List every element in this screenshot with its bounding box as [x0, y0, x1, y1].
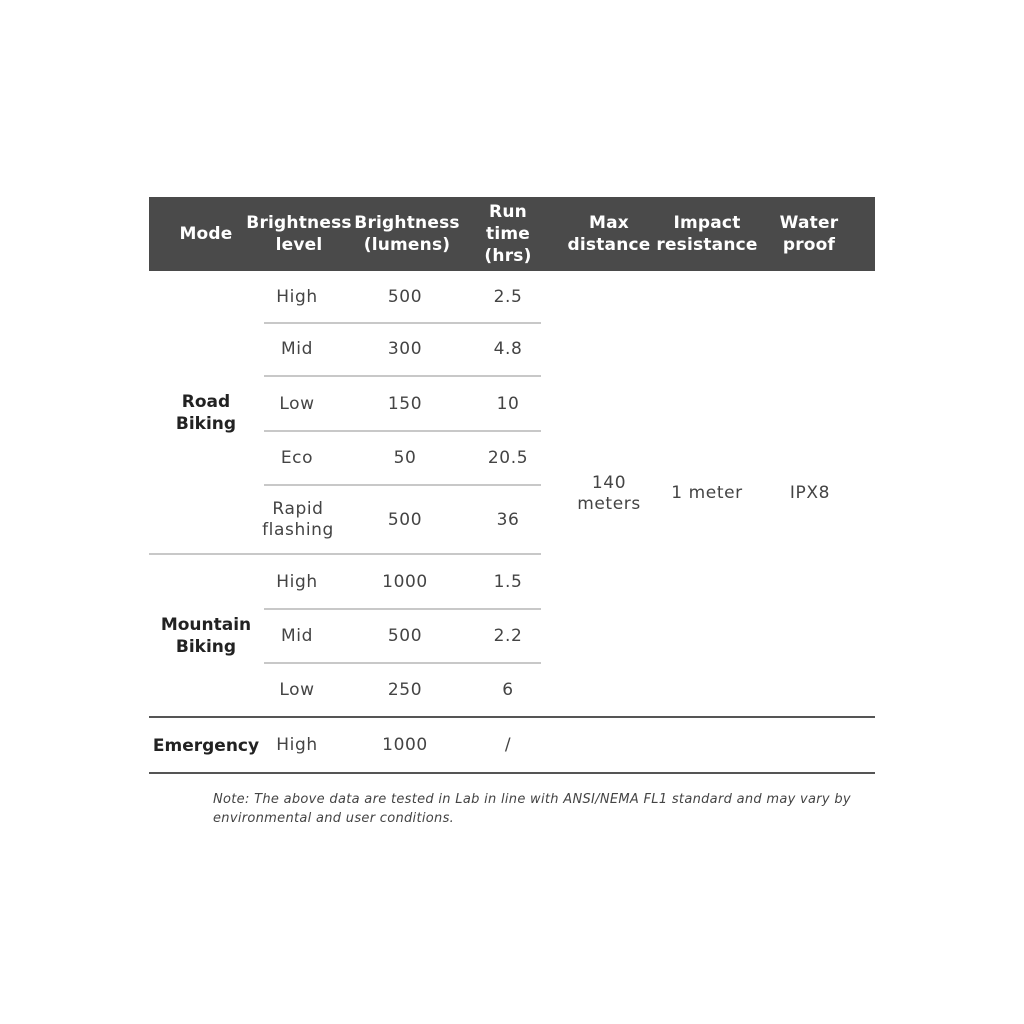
road-runtime-rapid-flashing: 36	[496, 509, 520, 530]
group-divider	[149, 553, 541, 555]
shared-impact-resistance: 1 meter	[671, 483, 743, 503]
road-lumens-mid: 300	[387, 339, 423, 359]
mtb-runtime-mid: 2.2	[493, 626, 523, 646]
road-level-mid: Mid	[281, 339, 313, 359]
mtb-level-high: High	[276, 572, 318, 592]
header-mode: Mode	[179, 224, 233, 244]
road-lumens-eco: 50	[393, 448, 417, 468]
mtb-runtime-low: 6	[502, 679, 514, 700]
road-lumens-high: 500	[387, 286, 423, 307]
emergency-runtime-high: /	[504, 735, 512, 755]
mtb-lumens-mid: 500	[387, 626, 423, 646]
road-level-rapid-flashing: Rapid flashing	[262, 499, 334, 540]
road-level-eco: Eco	[280, 448, 314, 468]
mtb-lumens-low: 250	[387, 679, 423, 700]
shared-max-distance: 140 meters	[577, 472, 641, 514]
mtb-level-low: Low	[279, 679, 315, 700]
emergency-level-high: High	[276, 735, 318, 755]
header-run-time: Run time (hrs)	[484, 202, 532, 266]
header-impact-resistance: Impact resistance	[656, 213, 758, 255]
road-lumens-low: 150	[387, 393, 423, 414]
mtb-runtime-high: 1.5	[493, 572, 523, 592]
header-max-distance: Max distance	[567, 213, 651, 255]
road-runtime-mid: 4.8	[493, 339, 523, 359]
mtb-lumens-high: 1000	[382, 572, 428, 592]
road-runtime-eco: 20.5	[487, 448, 529, 468]
road-runtime-low: 10	[496, 393, 520, 414]
road-lumens-rapid-flashing: 500	[387, 509, 423, 530]
mtb-level-mid: Mid	[281, 626, 313, 646]
emergency-lumens-high: 1000	[382, 735, 428, 755]
road-level-low: Low	[279, 393, 315, 414]
table-bottom-border	[149, 772, 875, 774]
road-runtime-high: 2.5	[493, 286, 523, 307]
table-header	[149, 197, 875, 271]
mode-road-biking: Road Biking	[175, 392, 237, 434]
mode-emergency: Emergency	[152, 735, 260, 756]
road-level-high: High	[276, 286, 318, 307]
footnote: Note: The above data are tested in Lab in line with ANSI/NEMA FL1 standard and may vary by environmental and user conditions.	[213, 792, 851, 826]
shared-waterproof: IPX8	[789, 483, 831, 503]
header-brightness-level: Brightness level	[246, 213, 352, 255]
header-brightness-lumens: Brightness (lumens)	[354, 213, 460, 255]
mode-mountain-biking: Mountain Biking	[160, 615, 252, 657]
header-waterproof: Water proof	[779, 213, 839, 255]
